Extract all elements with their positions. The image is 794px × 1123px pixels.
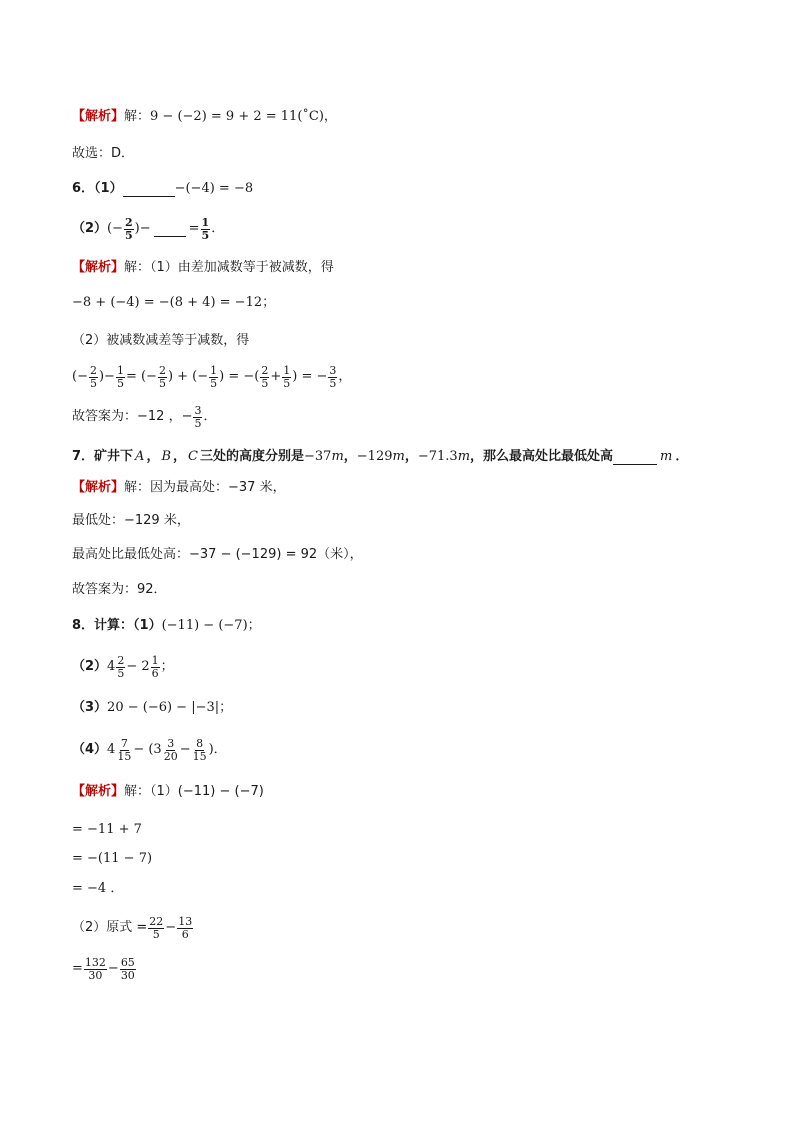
text: )− [98, 369, 115, 384]
denominator: 30 [120, 968, 135, 982]
q7-solution-line3 [72, 544, 363, 566]
denominator: 5 [89, 376, 97, 390]
q7-sol2: 最低处：−129 米， [72, 513, 190, 528]
q8-step5 [72, 952, 137, 986]
fraction [328, 365, 337, 390]
fraction [124, 217, 134, 242]
q6-solution-expr2 [72, 360, 351, 394]
text: )． [208, 742, 227, 757]
numerator: 3 [167, 736, 175, 750]
q7-answer [72, 579, 167, 601]
q6-solution-expr1 [72, 292, 275, 314]
text: + [270, 369, 282, 384]
text: (− [72, 369, 88, 384]
height-value: −37 [304, 449, 332, 464]
unit-m: m [392, 449, 405, 464]
q8-step4 [72, 911, 194, 945]
q7-sol1: 解：因为最高处：−37 米， [124, 480, 286, 495]
height-value: −71.3 [417, 449, 458, 464]
denominator: 15 [192, 749, 207, 763]
numerator: 2 [261, 363, 269, 377]
q6-part2 [72, 212, 224, 246]
denominator: 5 [116, 376, 124, 390]
fraction [148, 916, 164, 941]
numerator: 132 [84, 955, 106, 969]
denominator: 5 [210, 376, 218, 390]
q8-step1 [72, 819, 142, 841]
denominator: 6 [151, 666, 159, 680]
numerator: 7 [120, 736, 128, 750]
denominator: 6 [181, 927, 189, 941]
numerator: 2 [117, 653, 125, 667]
fraction [201, 217, 211, 242]
denominator: 5 [329, 376, 337, 390]
q8-step3 [72, 878, 123, 900]
analysis-tag: 【解析】 [72, 784, 125, 799]
text: = −11 + 7 [72, 822, 142, 837]
q5-solution-expr: 9 − (−2) = 9 + 2 = 11(˚C)， [150, 109, 337, 124]
denominator: 5 [194, 416, 202, 430]
text: ， [173, 449, 187, 464]
q7-answer-text: 故答案为：92． [72, 582, 167, 597]
text: (− [107, 221, 124, 236]
fraction [163, 738, 179, 763]
q8-part1 [72, 615, 261, 637]
q8-expr1: (−11) − (−7)； [161, 618, 261, 633]
fraction [177, 916, 193, 941]
text: − [107, 961, 119, 976]
numerator: 1 [116, 363, 124, 377]
q8-step2 [72, 848, 152, 870]
q8-sol-head: 解：（1）(−11) − (−7) [124, 784, 264, 799]
q5-choice [72, 143, 134, 165]
q6-part1-expr: −(−4) = −8 [174, 181, 254, 196]
text: ； [160, 659, 174, 674]
analysis-tag: 【解析】 [72, 480, 125, 495]
fraction [116, 655, 125, 680]
numerator: 1 [151, 653, 159, 667]
numerator: 1 [201, 215, 210, 229]
text: （2）原式 = [72, 920, 148, 935]
q8-part4 [72, 733, 227, 767]
text: 7．矿井下 [72, 449, 134, 464]
fraction [151, 655, 160, 680]
unit-m: m [660, 449, 673, 464]
q8-head: 8．计算：（1） [72, 618, 162, 633]
unit-m: m [457, 449, 471, 464]
point-a: A [135, 449, 145, 464]
text: 4 [107, 742, 116, 757]
text: = −4 ． [72, 881, 124, 896]
text: − (3 [133, 742, 162, 757]
text: ． [211, 221, 225, 236]
denominator: 5 [158, 376, 166, 390]
fraction [116, 365, 125, 390]
analysis-tag: 【解析】 [72, 260, 125, 275]
fraction [282, 365, 291, 390]
q6-sol2-head: （2）被减数减差等于减数，得 [72, 333, 250, 348]
q5-solution-line [72, 106, 337, 128]
text: )− [134, 221, 151, 236]
numerator: 2 [125, 215, 133, 229]
fraction [193, 405, 202, 430]
numerator: 1 [210, 363, 218, 377]
numerator: 1 [283, 363, 291, 377]
text: ) = − [292, 369, 328, 384]
numerator: 13 [178, 914, 193, 928]
denominator: 30 [88, 968, 103, 982]
text: = (− [125, 369, 157, 384]
q8-label2: （2） [72, 659, 108, 674]
q7-sol3: 最高处比最低处高：−37 − (−129) = 92（米）， [72, 547, 363, 562]
analysis-tag: 【解析】 [72, 109, 125, 124]
fraction [209, 365, 218, 390]
denominator: 15 [117, 749, 132, 763]
denominator: 5 [152, 927, 160, 941]
q8-part3 [72, 697, 232, 719]
height-value: −129 [356, 449, 393, 464]
text: − [179, 742, 191, 757]
q8-solution-head [72, 781, 264, 803]
text: ) + (− [167, 369, 209, 384]
denominator: 20 [163, 749, 178, 763]
text: 4 [107, 659, 116, 674]
text: 三处的高度分别是 [199, 449, 304, 464]
text: ) = −( [219, 369, 260, 384]
text: − 2 [126, 659, 150, 674]
fraction [116, 738, 132, 763]
q8-label4: （4） [72, 742, 108, 757]
q7-solution-line2 [72, 510, 190, 532]
text: ，那么最高处比最低处高 [470, 449, 614, 464]
denominator: 5 [125, 228, 133, 242]
numerator: 2 [89, 363, 97, 377]
text: ． [675, 449, 689, 464]
unit-m: m [331, 449, 344, 464]
fraction [89, 365, 98, 390]
numerator: 3 [194, 403, 202, 417]
text: ， [404, 449, 418, 464]
point-b: B [161, 449, 172, 464]
fraction [158, 365, 167, 390]
q8-part2 [72, 650, 174, 684]
q6-part1 [72, 178, 253, 200]
point-c: C [188, 449, 198, 464]
fraction [120, 957, 136, 982]
q6-sol1-head: 解：（1）由差加减数等于被减数，得 [124, 260, 334, 275]
q5-choice-text: 故选：D． [72, 146, 135, 161]
numerator: 22 [149, 914, 164, 928]
answer-blank [154, 222, 186, 237]
q6-solution-line1 [72, 257, 334, 279]
q5-solution-prefix: 解： [124, 109, 151, 124]
text: = [188, 221, 200, 236]
text: − [165, 920, 177, 935]
text: ， [338, 369, 352, 384]
numerator: 2 [158, 363, 166, 377]
q6-part2-label: （2） [72, 221, 108, 236]
denominator: 5 [283, 376, 291, 390]
q6-sol1-expr: −8 + (−4) = −(8 + 4) = −12； [72, 295, 276, 310]
text: ， [146, 449, 160, 464]
fraction [84, 957, 107, 982]
q8-label3: （3） [72, 700, 108, 715]
numerator: 8 [196, 736, 204, 750]
numerator: 3 [329, 363, 337, 377]
denominator: 5 [261, 376, 269, 390]
q6-part1-label: 6．（1） [72, 181, 123, 196]
text: ． [203, 409, 217, 424]
q6-answer-text: 故答案为：−12 ，− [72, 409, 193, 424]
q6-answer [72, 400, 216, 434]
text: = −(11 − 7) [72, 851, 153, 866]
fraction [192, 738, 208, 763]
q7-question [72, 446, 688, 468]
numerator: 65 [120, 955, 135, 969]
q8-expr3: 20 − (−6) − |−3|； [107, 700, 233, 715]
fraction [260, 365, 269, 390]
text: = [72, 961, 83, 976]
q6-solution-line2 [72, 330, 249, 352]
q7-solution-line1 [72, 477, 286, 499]
answer-blank [613, 450, 657, 465]
denominator: 5 [201, 228, 210, 242]
denominator: 5 [117, 666, 125, 680]
answer-blank [123, 182, 175, 197]
text: ， [343, 449, 357, 464]
